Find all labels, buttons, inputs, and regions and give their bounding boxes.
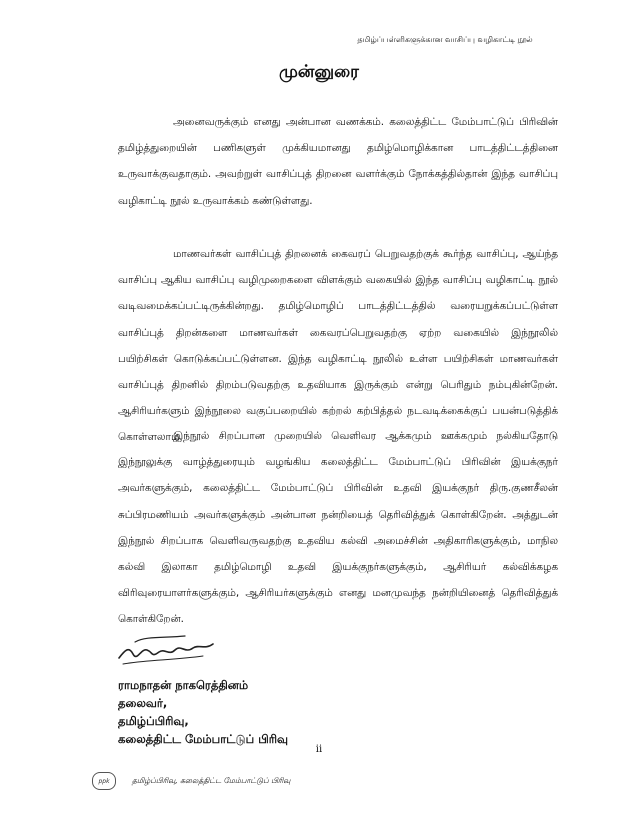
paragraph-3-text: இந்நூல் சிறப்பான முறையில் வெளிவர ஆக்கமும் ஊக்கமும் நல்கியதோடு இந்நூலுக்கு வாழ்த்துரையும் வழங்கிய கலைத்திட்ட மேம்பாட்டுப் பிரிவின் இயக்குநர் அவர்களுக்கும், கலைத்திட்ட மேம்பாட்டுப் பிரிவின் உதவி இயக்குநர் திரு.குணசீலன் சுப்பிரமணியம் அவர்களுக்கும் அன்பான நன்றியைத் தெரிவித்துக் கொள்கிறேன். அத்துடன் இந்நூல் சிறப்பாக வெளிவருவதற்கு உதவிய கல்வி அமைச்சின் அதிகாரிகளுக்கும், மாநில கல்வி இலாகா தமிழ்மொழி உதவி இயக்குநர்களுக்கும், ஆசிரியர் கல்விக்கழக விரிவுரையாளர்களுக்கும், ஆசிரியர்களுக்கும் எனது மனமுவந்த நன்றியினைத் தெரிவித்துக் கொள்கிறேன்.: [118, 430, 558, 626]
page-title: முன்னுரை: [279, 62, 359, 82]
signatory-unit: தமிழ்ப்பிரிவு,: [118, 714, 189, 728]
signatory-position: தலைவர்,: [118, 696, 168, 710]
signature-block: [118, 676, 288, 748]
page-footer: [92, 770, 290, 792]
ppk-logo: ppk: [92, 772, 116, 790]
paragraph-3: [118, 423, 558, 633]
paragraph-2-text: மாணவர்கள் வாசிப்புத் திறனைக் கைவரப் பெறுவதற்குக் கூர்ந்த வாசிப்பு, ஆய்ந்த வாசிப்பு ஆகிய வாசிப்பு வழிமுறைகளை விளக்கும் வகையில் இந்த வாசிப்பு வழிகாட்டி நூல் வடிவமைக்கப்பட்டிருக்கின்றது. தமிழ்மொழிப் பாடத்திட்டத்தில் வரையறுக்கப்பட்டுள்ள வாசிப்புத் திறன்களை மாணவர்கள் கைவரப்பெறுவதற்கு ஏற்ற வகையில் இந்நூலில் பயிற்சிகள் கொடுக்கப்பட்டுள்ளன. இந்த வழிகாட்டி நூலில் உள்ள பயிற்சிகள் மாணவர்கள் வாசிப்புத் திறனில் திறம்படுவதற்கு உதவியாக இருக்கும் என்று பெரிதும் நம்புகின்றேன். ஆசிரியர்களும் இந்நூலை வகுப்பறையில் கற்றல் கற்பித்தல் நடவடிக்கைக்குப் பயன்படுத்திக் கொள்ளலாம்.: [118, 248, 558, 444]
paragraph-2: [118, 241, 558, 451]
page-number: ii: [315, 744, 323, 755]
footer-text: தமிழ்ப்பிரிவு, கலைத்திட்ட மேம்பாட்டுப் பிரிவு: [132, 776, 291, 785]
handwritten-signature: [115, 628, 225, 668]
signatory-division: கலைத்திட்ட மேம்பாட்டுப் பிரிவு: [118, 732, 288, 746]
paragraph-1: [118, 109, 558, 214]
signatory-name: ராமநாதன் நாகரெத்தினம்: [118, 678, 249, 692]
paragraph-1-text: அனைவருக்கும் எனது அன்பான வணக்கம். கலைத்திட்ட மேம்பாட்டுப் பிரிவின் தமிழ்த்துறையின் பணிகளுள் முக்கியமானது தமிழ்மொழிக்கான பாடத்திட்டத்தினை உருவாக்குவதாகும். அவற்றுள் வாசிப்புத் திறனை வளர்க்கும் நோக்கத்தில்தான் இந்த வாசிப்பு வழிகாட்டி நூல் உருவாக்கம் கண்டுள்ளது.: [118, 116, 558, 207]
running-header: தமிழ்ப்பள்ளிகளுக்கான வாசிப்பு வழிகாட்டி நூல்: [357, 35, 533, 44]
